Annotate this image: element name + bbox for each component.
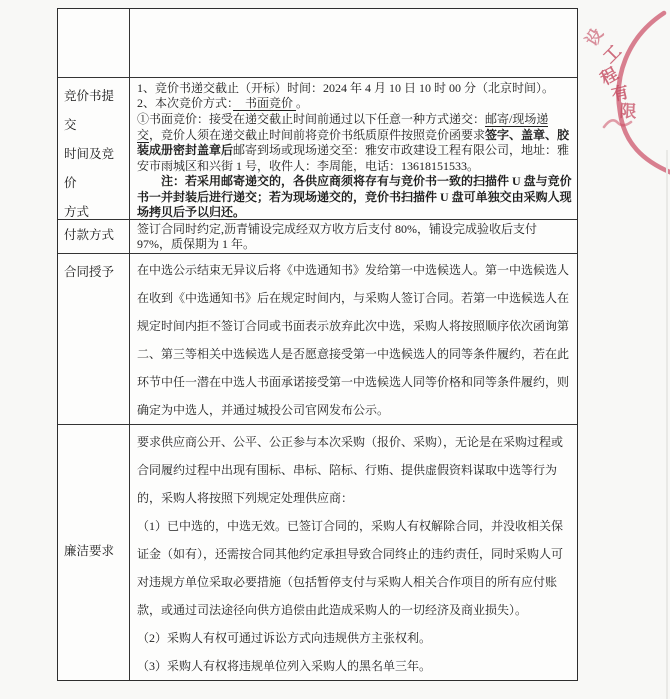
table-row-contract-award [58,254,577,425]
row-label-bid-submission [58,78,130,219]
table-row-bid-submission [58,78,577,220]
seal-char: 有 [609,82,631,105]
bid-note-paragraph: 注：若采用邮寄递交的，各供应商须将存有与竞价书一致的扫描件 U 盘与竞价书一并封装后进行递交；若为现场递交的，竞价书扫描件 U 盘可单独交由采购人现场拷贝后予以归还。 [137,174,572,219]
payment-terms: 签订合同时约定,沥青铺设完成经双方收方后支付 80%，铺设完成验收后支付 97%，质保期为 1 年。 [137,221,537,252]
contract-award-text: 在中选公示结束无异议后将《中选通知书》发给第一中选候选人。第一中选候选人在收到《中选通知书》后在规定时间内，与采购人签订合同。若第一中选候选人在规定时间内拒不签订合同或书面表示放弃此次中选，采购人将按照顺序依次函询第二、第三等相关中选候选人是否愿意接受第一中选候选人的同等条件履约，若在此环节中任一潜在中选人书面承诺接受第一中选候选人同等价格和同等条件履约，则确定为中选人，并通过城投公司官网发布公示。 [137,262,570,417]
bid-deadline-line: 1、竞价书递交截止（开标）时间：2024 年 4 月 10 日 10 时 00 分（北京时间）。 [137,80,555,95]
integrity-intro: 要求供应商公开、公平、公正参与本次采购（报价、采购），无论是在采购过程或合同履约过程中出现有围标、串标、陪标、行贿、提供虚假资料谋取中选等行为的，采购人将按照下列规定处理供应商： [137,435,564,505]
row-label-integrity: 廉洁要求 [58,425,130,680]
empty-label-cell [58,9,130,77]
label-line: 方式 [64,204,90,219]
seal-char: 工 [599,41,626,68]
cell-payment [130,220,577,253]
label-line: 时间及竞价 [64,146,115,190]
integrity-clause-2: （2）采购人有权可通过诉讼方式向违规供方主张权利。 [137,631,432,645]
table-row-payment [58,220,577,254]
integrity-clause-1: （1）已中选的，中选无效。已签订合同的，采购人有权解除合同，并没收相关保证金（如有），还需按合同其他约定承担导致合同终止的违约责任，同时采购人可对违规方单位采取必要措施（包括暂停支付与采购人相关合作项目的所有应付账款，或通过司法途径向供方追偿由此造成采购人的一切经济及商业损失）。 [137,519,564,617]
bid-method-line: 2、本次竞价方式： 书面竞价 。 [137,96,309,111]
row-label-payment: 付款方式 [58,220,130,253]
integrity-clause-3: （3）采购人有权将违规单位列入采购人的黑名单三年。 [137,659,432,673]
bid-method-value: 书面竞价 [233,96,297,111]
paper-edge-shadow [666,150,668,699]
table-row-integrity [58,425,577,680]
bid-delivery-paragraph: ①书面竞价：接受在递交截止时间前通过以下任意一种方式递交：邮寄/现场递交，竞价人须在递交截止时间前将竞价书纸质原件按照竞价函要求签字、盖章、胶装成册密封盖章后邮寄到场或现场递交至：雅安市政建设工程有限公司，地址：雅安市雨城区和兴街 1 号，收件人：李周能，电话：13618151533。 [137,111,570,173]
seal-char: 限 [618,101,637,122]
seal-ring-arc [619,13,670,173]
label-line: 竞价书提交 [64,88,115,132]
table-row-empty [58,9,577,78]
cell-contract-award [130,254,577,424]
seal-char: 设 [581,25,607,50]
empty-content-cell [130,9,577,77]
cell-bid-submission [130,78,577,219]
cell-integrity [130,425,577,680]
procurement-info-table [57,8,578,681]
seal-char: 程 [597,64,622,89]
row-label-contract-award: 合同授予 [58,254,130,424]
seal-smudge-mark [604,120,631,127]
sealing-requirements: 签字、盖章、胶装成册密封盖章后 [137,127,570,158]
delivery-methods: 邮寄/现场递交 [137,111,549,142]
